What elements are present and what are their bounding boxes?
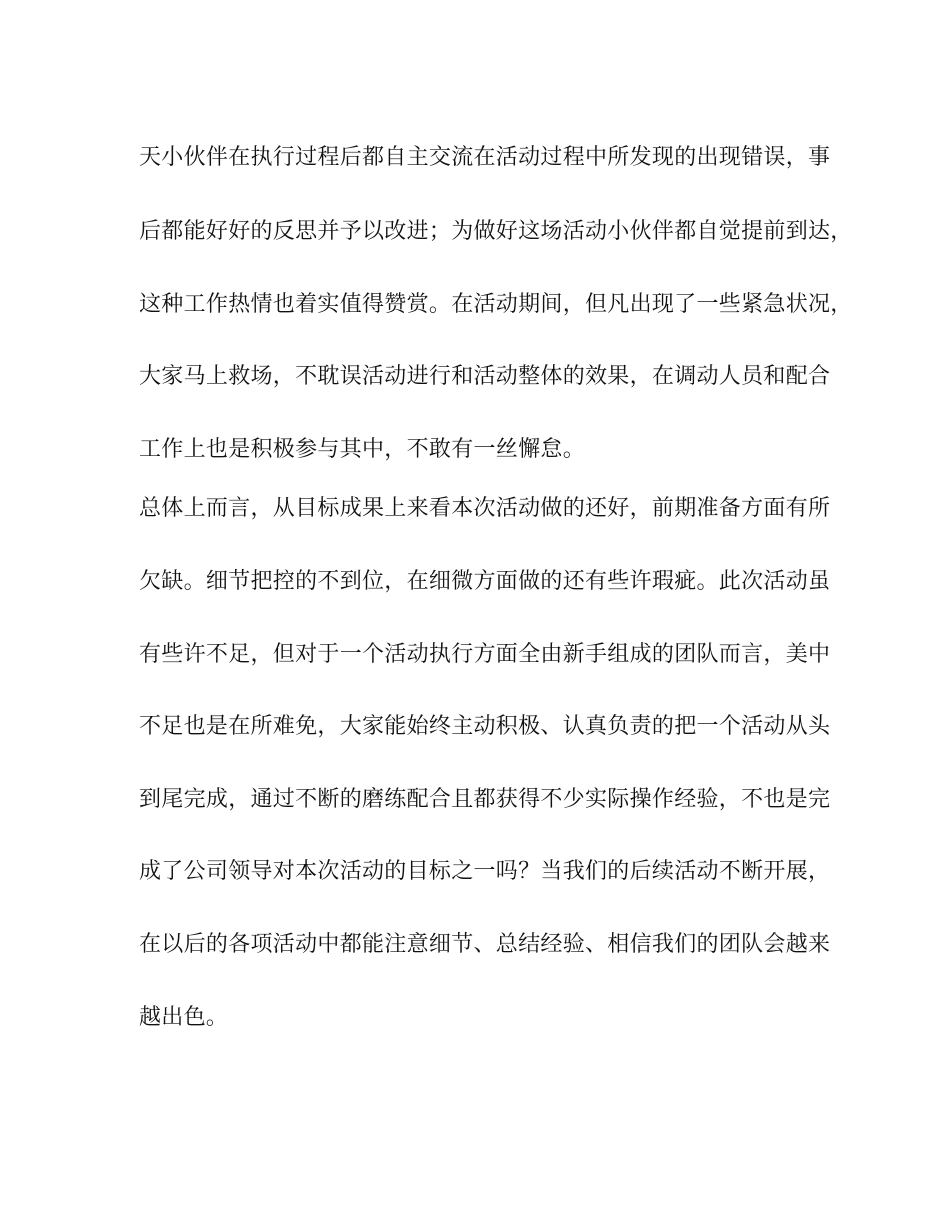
paragraph-line: 到尾完成，通过不断的磨练配合且都获得不少实际操作经验，不也是完 — [139, 787, 831, 812]
paragraph-line: 大家马上救场，不耽误活动进行和活动整体的效果，在调动人员和配合 — [139, 364, 831, 389]
paragraph-line: 在以后的各项活动中都能注意细节、总结经验、相信我们的团队会越来 — [139, 932, 831, 957]
paragraph-line: 这种工作热情也着实值得赞赏。在活动期间，但凡出现了一些紧急状况， — [139, 292, 853, 317]
paragraph-line: 后都能好好的反思并予以改进；为做好这场活动小伙伴都自觉提前到达， — [139, 219, 853, 244]
paragraph-line: 成了公司领导对本次活动的目标之一吗？当我们的后续活动不断开展， — [139, 859, 831, 884]
paragraph-line: 越出色。 — [139, 1005, 229, 1030]
paragraph-line: 有些许不足，但对于一个活动执行方面全由新手组成的团队而言，美中 — [139, 642, 831, 667]
paragraph-line: 欠缺。细节把控的不到位，在细微方面做的还有些许瑕疵。此次活动虽 — [139, 569, 831, 594]
paragraph-line: 天小伙伴在执行过程后都自主交流在活动过程中所发现的出现错误，事 — [139, 145, 831, 170]
paragraph-line: 工作上也是积极参与其中，不敢有一丝懈怠。 — [139, 437, 586, 462]
paragraph-line: 不足也是在所难免，大家能始终主动积极、认真负责的把一个活动从头 — [139, 714, 831, 739]
paragraph-line: 总体上而言，从目标成果上来看本次活动做的还好，前期准备方面有所 — [139, 496, 831, 521]
